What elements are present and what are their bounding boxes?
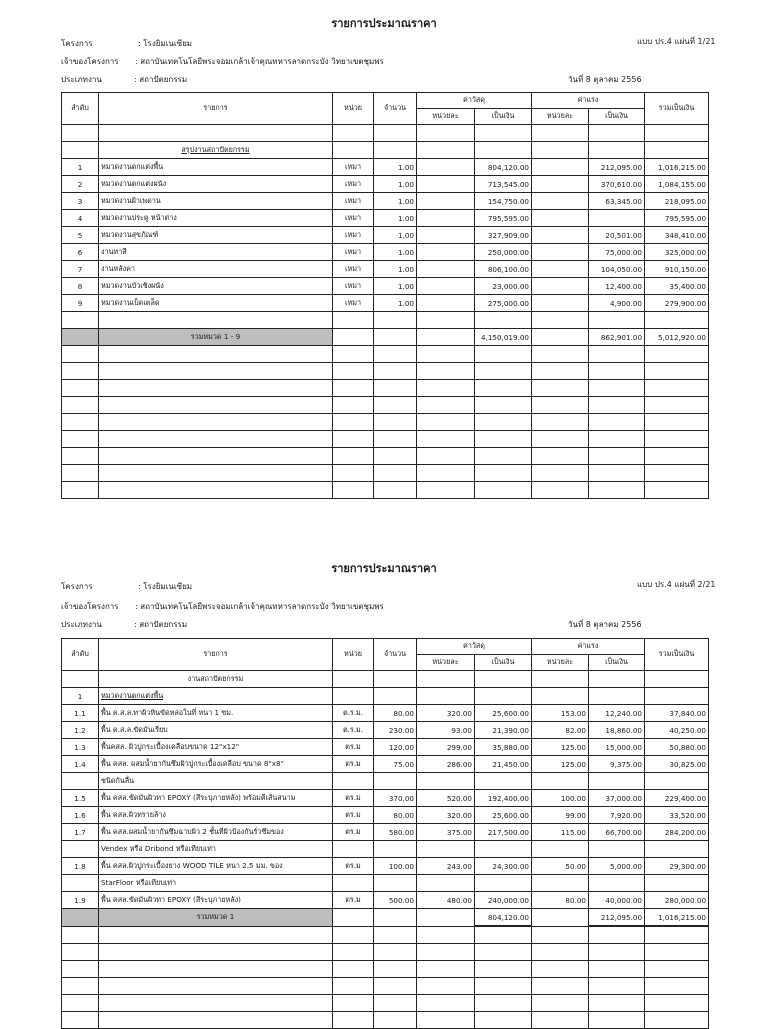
row-no: 5	[62, 227, 99, 244]
summary-rows	[62, 159, 709, 312]
row-unit: ต.ร.ม.	[333, 705, 374, 722]
col-material-header: ค่าวัสดุ	[417, 639, 532, 655]
row-qty: 230.00	[374, 722, 417, 739]
col-labor-header: ค่าแรง	[532, 639, 645, 655]
row-qty: 1.00	[374, 159, 417, 176]
row-material-unit	[417, 278, 475, 295]
col-material-amount-header: เป็นเงิน	[475, 109, 532, 125]
table-row	[62, 807, 709, 824]
blank-row	[62, 944, 709, 961]
row-material-unit	[417, 244, 475, 261]
row-material-amount: 154,750.00	[475, 193, 532, 210]
blank-rows	[62, 346, 709, 499]
row-total: 37,840.00	[645, 705, 709, 722]
row-labor-unit	[532, 159, 589, 176]
blank-row	[62, 414, 709, 431]
row-qty	[374, 773, 417, 790]
row-unit: เหมา	[333, 278, 374, 295]
row-total: 910,150.00	[645, 261, 709, 278]
col-qty-header: จำนวน	[374, 93, 417, 125]
row-labor-amount: 9,375.00	[589, 756, 645, 773]
col-labor-amount-header: เป็นเงิน	[589, 655, 645, 671]
blank-row	[62, 465, 709, 482]
blank-row	[62, 926, 709, 944]
row-no: 9	[62, 295, 99, 312]
row-labor-amount: 12,400.00	[589, 278, 645, 295]
row-labor-unit	[532, 278, 589, 295]
row-unit	[333, 773, 374, 790]
row-labor-amount	[589, 841, 645, 858]
row-labor-unit	[532, 176, 589, 193]
row-labor-unit: 99.00	[532, 807, 589, 824]
row-no: 1.7	[62, 824, 99, 841]
row-qty: 1.00	[374, 193, 417, 210]
col-labor-unit-header: หน่วยละ	[532, 109, 589, 125]
row-unit: ตร.ม	[333, 824, 374, 841]
row-unit: เหมา	[333, 159, 374, 176]
group-no: 1	[62, 688, 99, 705]
row-item: StarFloor หรือเทียบเท่า	[99, 875, 333, 892]
row-no: 1.2	[62, 722, 99, 739]
row-labor-amount: 20,501.00	[589, 227, 645, 244]
row-no: 3	[62, 193, 99, 210]
row-material-amount: 327,909.00	[475, 227, 532, 244]
row-no: 1.8	[62, 858, 99, 875]
row-labor-unit: 115.00	[532, 824, 589, 841]
table-row	[62, 858, 709, 875]
section-title: สรุปงานสถาปัตยกรรม	[99, 142, 333, 159]
row-no: 1.4	[62, 756, 99, 773]
row-unit: ตร.ม	[333, 790, 374, 807]
row-labor-unit	[532, 193, 589, 210]
worktype-value: : สถาปัตยกรรม	[134, 620, 188, 629]
row-material-unit: 375.00	[417, 824, 475, 841]
col-material-unit-header: หน่วยละ	[417, 109, 475, 125]
table-row	[62, 210, 709, 227]
row-labor-unit	[532, 227, 589, 244]
row-labor-amount	[589, 210, 645, 227]
row-no: 4	[62, 210, 99, 227]
row-labor-amount: 40,000.00	[589, 892, 645, 909]
row-qty: 80.00	[374, 807, 417, 824]
row-material-unit	[417, 261, 475, 278]
row-material-unit	[417, 841, 475, 858]
row-qty	[374, 875, 417, 892]
row-no: 1.9	[62, 892, 99, 909]
row-no: 1.1	[62, 705, 99, 722]
row-total: 50,880.00	[645, 739, 709, 756]
col-unit-header: หน่วย	[333, 93, 374, 125]
row-unit: ตร.ม	[333, 858, 374, 875]
table-row	[62, 193, 709, 210]
row-qty: 1.00	[374, 261, 417, 278]
blank-row	[62, 363, 709, 380]
project-label: โครงการ	[61, 582, 93, 591]
row-labor-amount: 66,700.00	[589, 824, 645, 841]
row-no: 7	[62, 261, 99, 278]
row-material-amount: 275,000.00	[475, 295, 532, 312]
row-material-unit: 93.00	[417, 722, 475, 739]
row-labor-amount: 104,050.00	[589, 261, 645, 278]
row-material-unit	[417, 159, 475, 176]
row-unit: เหมา	[333, 193, 374, 210]
row-total: 284,200.00	[645, 824, 709, 841]
row-no: 1.6	[62, 807, 99, 824]
total-all: 1,016,215.00	[645, 909, 709, 927]
blank-row	[62, 431, 709, 448]
blank-row	[62, 346, 709, 363]
row-labor-unit: 125.00	[532, 756, 589, 773]
col-no-header: ลำดับ	[62, 93, 99, 125]
row-qty: 1.00	[374, 210, 417, 227]
row-unit: ตร.ม	[333, 892, 374, 909]
row-labor-amount: 18,860.00	[589, 722, 645, 739]
row-no: 2	[62, 176, 99, 193]
row-item: หมวดงานสุขภัณฑ์	[99, 227, 333, 244]
row-labor-unit	[532, 773, 589, 790]
row-labor-unit	[532, 841, 589, 858]
table-row	[62, 705, 709, 722]
row-material-unit	[417, 210, 475, 227]
sheet-title: รายการประมาณราคา	[331, 17, 437, 30]
total-row	[62, 909, 709, 927]
col-material-amount-header: เป็นเงิน	[475, 655, 532, 671]
row-unit: ต.ร.ม.	[333, 722, 374, 739]
section-row	[62, 142, 709, 159]
form-reference: แบบ ปร.4 แผ่นที่ 1/21	[637, 37, 716, 46]
row-labor-amount: 212,095.00	[589, 159, 645, 176]
table-row	[62, 295, 709, 312]
row-unit: เหมา	[333, 261, 374, 278]
row-total: 30,825.00	[645, 756, 709, 773]
row-material-unit: 320.00	[417, 705, 475, 722]
row-unit: ตร.ม	[333, 807, 374, 824]
row-material-unit: 520.00	[417, 790, 475, 807]
row-labor-amount: 75,000.00	[589, 244, 645, 261]
row-material-amount: 25,600.00	[475, 705, 532, 722]
row-total: 29,300.00	[645, 858, 709, 875]
col-item-header: รายการ	[99, 639, 333, 671]
owner-label: เจ้าของโครงการ	[61, 57, 119, 66]
table-row	[62, 875, 709, 892]
row-material-unit	[417, 773, 475, 790]
row-no	[62, 875, 99, 892]
group-row	[62, 688, 709, 705]
row-labor-amount: 15,000.00	[589, 739, 645, 756]
row-total: 218,095.00	[645, 193, 709, 210]
col-item-header: รายการ	[99, 93, 333, 125]
blank-row	[62, 1012, 709, 1029]
row-total: 1,016,215.00	[645, 159, 709, 176]
row-item: พื้น คสล.ผิวปูกระเบื้องยาง WOOD TILE หนา 2.5 มม. ของ	[99, 858, 333, 875]
table-row	[62, 790, 709, 807]
table-row	[62, 824, 709, 841]
row-total: 1,084,155.00	[645, 176, 709, 193]
total-material: 4,150,019.00	[475, 329, 532, 346]
row-total: 40,250.00	[645, 722, 709, 739]
total-row	[62, 329, 709, 346]
form-reference: แบบ ปร.4 แผ่นที่ 2/21	[637, 580, 716, 589]
row-material-unit: 480.00	[417, 892, 475, 909]
row-no: 1.5	[62, 790, 99, 807]
row-material-amount	[475, 773, 532, 790]
row-material-amount: 806,100.00	[475, 261, 532, 278]
row-material-amount: 804,120.00	[475, 159, 532, 176]
row-no: 6	[62, 244, 99, 261]
sheet-title: รายการประมาณราคา	[331, 562, 437, 575]
blank-row	[62, 995, 709, 1012]
table-row	[62, 176, 709, 193]
row-item: พื้น ค.ส.ล.ขัดมันเรียบ	[99, 722, 333, 739]
date: วันที่ 8 ตุลาคม 2556	[568, 75, 642, 84]
row-total: 280,000.00	[645, 892, 709, 909]
row-labor-amount: 7,920.00	[589, 807, 645, 824]
row-item: หมวดงานประตู หน้าต่าง	[99, 210, 333, 227]
row-item: พื้น คสล.ขัดมันผิวทา EPOXY (สีระบุภายหลัง) พร้อมตีเส้นสนาม	[99, 790, 333, 807]
row-labor-amount: 4,900.00	[589, 295, 645, 312]
row-material-unit: 243.00	[417, 858, 475, 875]
row-no	[62, 841, 99, 858]
col-no-header: ลำดับ	[62, 639, 99, 671]
table-row	[62, 261, 709, 278]
worktype-value: : สถาปัตยกรรม	[134, 75, 188, 84]
row-no: 1.3	[62, 739, 99, 756]
table-row	[62, 892, 709, 909]
row-material-amount: 795,595.00	[475, 210, 532, 227]
col-total-header: รวมเป็นเงิน	[645, 93, 709, 125]
row-material-amount: 250,000.00	[475, 244, 532, 261]
table-row	[62, 841, 709, 858]
row-item: พื้น คสล.ขัดมันผิวทา EPOXY (สีระบุภายหลัง)	[99, 892, 333, 909]
blank-row	[62, 125, 709, 142]
row-material-amount: 21,390.00	[475, 722, 532, 739]
row-material-unit: 320.00	[417, 807, 475, 824]
row-material-amount	[475, 875, 532, 892]
col-labor-header: ค่าแรง	[532, 93, 645, 109]
row-material-amount: 713,545.00	[475, 176, 532, 193]
row-material-unit	[417, 227, 475, 244]
row-total: 348,410.00	[645, 227, 709, 244]
date: วันที่ 8 ตุลาคม 2556	[568, 620, 642, 629]
row-no	[62, 773, 99, 790]
blank-row	[62, 482, 709, 499]
row-labor-unit	[532, 261, 589, 278]
row-item: งานหลังคา	[99, 261, 333, 278]
section-row	[62, 671, 709, 688]
worktype-label: ประเภทงาน	[61, 75, 102, 84]
row-total: 35,400.00	[645, 278, 709, 295]
project-value: : โรงยิมเนเซียม	[138, 582, 193, 591]
row-unit	[333, 875, 374, 892]
row-material-amount: 25,600.00	[475, 807, 532, 824]
row-labor-amount: 63,345.00	[589, 193, 645, 210]
table-row	[62, 739, 709, 756]
table-row	[62, 278, 709, 295]
row-labor-unit: 82.00	[532, 722, 589, 739]
row-total	[645, 841, 709, 858]
row-qty: 1.00	[374, 244, 417, 261]
row-material-unit	[417, 875, 475, 892]
row-item: งานทาสี	[99, 244, 333, 261]
row-material-unit	[417, 295, 475, 312]
row-total: 279,900.00	[645, 295, 709, 312]
row-material-amount: 217,500.00	[475, 824, 532, 841]
blank-row	[62, 978, 709, 995]
row-labor-unit	[532, 210, 589, 227]
row-labor-unit: 153.00	[532, 705, 589, 722]
blank-row	[62, 448, 709, 465]
row-total	[645, 773, 709, 790]
table-row	[62, 756, 709, 773]
row-qty: 80.00	[374, 705, 417, 722]
row-labor-amount	[589, 773, 645, 790]
row-qty: 1.00	[374, 227, 417, 244]
project-value: : โรงยิมเนเซียม	[138, 39, 193, 48]
row-total: 33,520.00	[645, 807, 709, 824]
col-labor-amount-header: เป็นเงิน	[589, 109, 645, 125]
total-material: 804,120.00	[475, 909, 532, 927]
row-labor-unit	[532, 295, 589, 312]
blank-row	[62, 312, 709, 329]
row-labor-unit: 50.00	[532, 858, 589, 875]
row-item: พื้น คสล.ผิวทรายล้าง	[99, 807, 333, 824]
row-item: พื้น ค.ส.ล.ทาผิวหินขัดหล่อในที่ หนา 1 ซม.	[99, 705, 333, 722]
row-total: 795,595.00	[645, 210, 709, 227]
row-labor-unit: 100.00	[532, 790, 589, 807]
table-row	[62, 773, 709, 790]
blank-row	[62, 397, 709, 414]
worktype-label: ประเภทงาน	[61, 620, 102, 629]
row-material-amount	[475, 841, 532, 858]
row-item: หมวดงานฝ้าเพดาน	[99, 193, 333, 210]
section-title: งานสถาปัตยกรรม	[99, 671, 333, 688]
row-no: 8	[62, 278, 99, 295]
row-qty: 100.00	[374, 858, 417, 875]
total-label: รวมหมวด 1	[99, 909, 333, 927]
col-labor-unit-header: หน่วยละ	[532, 655, 589, 671]
row-qty	[374, 841, 417, 858]
row-material-unit: 286.00	[417, 756, 475, 773]
group-title: หมวดงานตกแต่งพื้น	[99, 688, 333, 705]
row-item: หมวดงานบัวเชิงผนัง	[99, 278, 333, 295]
row-unit: ตร.ม	[333, 739, 374, 756]
row-labor-amount: 12,240.00	[589, 705, 645, 722]
row-material-unit	[417, 176, 475, 193]
row-item: พื้น คสล. ผสมน้ำยากันซึมผิวปูกระเบื้องเคลือบ ขนาด 8"x8"	[99, 756, 333, 773]
row-item: หมวดงานเบ็ดเตล็ด	[99, 295, 333, 312]
row-labor-amount: 370,610.00	[589, 176, 645, 193]
row-item: Vendex หรือ Dribond หรือเทียบเท่า	[99, 841, 333, 858]
row-qty: 500.00	[374, 892, 417, 909]
row-item: หมวดงานตกแต่งพื้น	[99, 159, 333, 176]
row-labor-unit: 125.00	[532, 739, 589, 756]
row-material-amount: 24,300.00	[475, 858, 532, 875]
total-labor: 212,095.00	[589, 909, 645, 927]
row-no: 1	[62, 159, 99, 176]
row-qty: 1.00	[374, 278, 417, 295]
table-row	[62, 227, 709, 244]
row-item: หมวดงานตกแต่งผนัง	[99, 176, 333, 193]
row-unit: ตร.ม	[333, 756, 374, 773]
owner-value: : สถาบันเทคโนโลยีพระจอมเกล้าเจ้าคุณทหารลาดกระบัง วิทยาเขตชุมพร	[135, 602, 384, 611]
row-material-amount: 23,000.00	[475, 278, 532, 295]
col-total-header: รวมเป็นเงิน	[645, 639, 709, 671]
row-unit: เหมา	[333, 295, 374, 312]
row-labor-unit	[532, 244, 589, 261]
col-qty-header: จำนวน	[374, 639, 417, 671]
total-label: รวมหมวด 1 - 9	[99, 329, 333, 346]
col-material-unit-header: หน่วยละ	[417, 655, 475, 671]
row-qty: 75.00	[374, 756, 417, 773]
row-unit	[333, 841, 374, 858]
blank-rows	[62, 926, 709, 1029]
total-all: 5,012,920.00	[645, 329, 709, 346]
row-qty: 1.00	[374, 176, 417, 193]
row-labor-amount: 37,000.00	[589, 790, 645, 807]
project-label: โครงการ	[61, 39, 93, 48]
row-item: พื้นคสล. ผิวปูกระเบื้องเคลือบขนาด 12"x12"	[99, 739, 333, 756]
col-material-header: ค่าวัสดุ	[417, 93, 532, 109]
item-rows	[62, 705, 709, 909]
row-item: ชนิดกันลื่น	[99, 773, 333, 790]
table-row	[62, 159, 709, 176]
row-unit: เหมา	[333, 176, 374, 193]
table-row	[62, 722, 709, 739]
row-material-amount: 240,000.00	[475, 892, 532, 909]
row-material-unit	[417, 193, 475, 210]
blank-row	[62, 380, 709, 397]
row-total: 325,000.00	[645, 244, 709, 261]
owner-value: : สถาบันเทคโนโลยีพระจอมเกล้าเจ้าคุณทหารลาดกระบัง วิทยาเขตชุมพร	[135, 57, 384, 66]
row-material-amount: 192,400.00	[475, 790, 532, 807]
row-qty: 580.00	[374, 824, 417, 841]
row-labor-unit	[532, 875, 589, 892]
estimate-table	[61, 92, 709, 499]
row-item: พื้น คสล.ผสมน้ำยากันซึมฉาบผิว 2 ชั้นที่ผิวป้องกันรั่วซึมของ	[99, 824, 333, 841]
row-total: 229,400.00	[645, 790, 709, 807]
row-material-unit: 299.00	[417, 739, 475, 756]
row-material-amount: 21,450.00	[475, 756, 532, 773]
row-unit: เหมา	[333, 210, 374, 227]
row-unit: เหมา	[333, 244, 374, 261]
row-total	[645, 875, 709, 892]
row-unit: เหมา	[333, 227, 374, 244]
row-material-amount: 35,880.00	[475, 739, 532, 756]
table-row	[62, 244, 709, 261]
estimate-table	[61, 638, 709, 1029]
owner-label: เจ้าของโครงการ	[61, 602, 119, 611]
row-qty: 370.00	[374, 790, 417, 807]
row-labor-unit: 80.00	[532, 892, 589, 909]
blank-row	[62, 961, 709, 978]
row-qty: 1.00	[374, 295, 417, 312]
col-unit-header: หน่วย	[333, 639, 374, 671]
row-qty: 120.00	[374, 739, 417, 756]
total-labor: 862,901.00	[589, 329, 645, 346]
row-labor-amount	[589, 875, 645, 892]
row-labor-amount: 5,000.00	[589, 858, 645, 875]
